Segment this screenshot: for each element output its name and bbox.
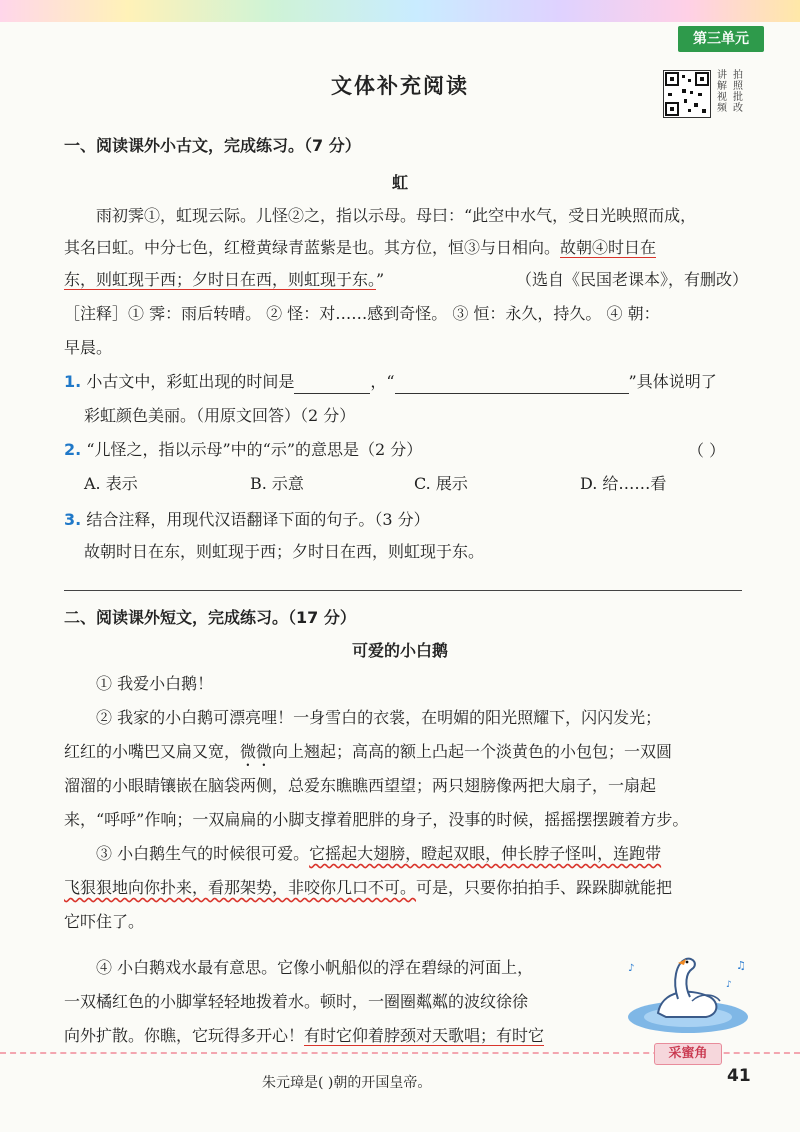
paragraph-4-line: 一双橘红色的小脚掌轻轻地拨着水。顿时，一圈圈粼粼的波纹徐徐 [64, 992, 529, 1011]
page-number: 41 [727, 1066, 751, 1086]
option-c[interactable]: C. 展示 [414, 474, 468, 493]
svg-text:♫: ♫ [736, 959, 746, 972]
paragraph-3-line: ③ 小白鹅生气的时候很可爱。它摇起大翅膀，瞪起双眼，伸长脖子怪叫，连跑带 [96, 844, 662, 863]
top-color-stripe [0, 0, 800, 22]
page-title: 文体补充阅读 [331, 74, 469, 98]
svg-text:♪: ♪ [628, 963, 635, 974]
unit-tag: 第三单元 [678, 26, 764, 52]
paragraph-1: ① 我爱小白鹅！ [96, 674, 214, 693]
swan-illustration-icon [618, 947, 754, 1039]
paragraph-2-line: ② 我家的小白鹅可漂亮哩！一身雪白的衣裳，在明媚的阳光照耀下，闪闪发光； [96, 708, 662, 727]
paragraph-3-line: 飞狠狠地向你扑来，看那架势，非咬你几口不可。可是，只要你拍拍手、跺跺脚就能把 [64, 878, 673, 897]
option-b[interactable]: B. 示意 [250, 474, 304, 493]
option-a[interactable]: A. 表示 [84, 474, 138, 493]
question-2: 2. “儿怪之，指以示母”中的“示”的意思是（2 分） [64, 440, 423, 459]
paragraph-2-line: 红红的小嘴巴又扁又宽，微微向上翘起；高高的额上凸起一个淡黄色的小包包；一双圆 [64, 742, 673, 761]
paragraph-3-line: 它吓住了。 [64, 912, 145, 931]
answer-blank[interactable] [395, 375, 629, 394]
footer-question: 朱元璋是( )朝的开国皇帝。 [262, 1075, 432, 1091]
paragraph-4-line: 向外扩散。你瞧，它玩得多开心！有时它仰着脖颈对天歌唱；有时它 [64, 1026, 545, 1045]
passage1-line: 其名曰虹。中分七色，红橙黄绿青蓝紫是也。其方位，恒③与日相向。故朝④时日在 [64, 238, 657, 257]
answer-line[interactable] [64, 590, 742, 591]
corner-label: 采蜜角 [654, 1043, 722, 1065]
qr-code-icon[interactable] [663, 70, 711, 118]
notes-line: 早晨。 [64, 338, 113, 357]
answer-blank[interactable] [294, 375, 370, 394]
option-d[interactable]: D. 给……看 [580, 474, 667, 493]
passage1-line: 东，则虹现于西；夕时日在西，则虹现于东。” （选自《民国老课本》，有删改） [64, 268, 754, 292]
question-3: 3. 结合注释，用现代汉语翻译下面的句子。（3 分） [64, 510, 430, 529]
answer-parentheses[interactable]: （ ） [688, 441, 726, 460]
question-1-cont: 彩虹颜色美丽。（用原文回答）（2 分） [84, 406, 356, 425]
qr-caption: 讲 拍 解 照 视 批 频 改 [717, 70, 743, 114]
question-3-sentence: 故朝时日在东，则虹现于西；夕时日在西，则虹现于东。 [84, 542, 485, 561]
paragraph-2-line: 来，“呼呼”作响；一双扁扁的小脚支撑着肥胖的身子，没事的时候，摇摇摆摆踱着方步。 [64, 810, 689, 829]
passage1-title: 虹 [391, 173, 408, 192]
paragraph-2-line: 溜溜的小眼睛镶嵌在脑袋两侧，总爱东瞧瞧西望望；两只翅膀像两把大扇子，一扇起 [64, 776, 657, 795]
section1-heading: 一、阅读课外小古文，完成练习。（7 分） [64, 136, 361, 155]
svg-text:♪: ♪ [726, 980, 732, 990]
notes-line: ［注释］① 霁：雨后转晴。 ② 怪：对……感到奇怪。 ③ 恒：永久，持久。 ④ 朝： [64, 304, 660, 323]
passage1-line: 雨初霁①，虹现云际。儿怪②之，指以示母。母曰：“此空中水气，受日光映照而成， [96, 206, 697, 225]
section2-heading: 二、阅读课外短文，完成练习。（17 分） [64, 608, 356, 627]
source-citation: （选自《民国老课本》，有删改） [515, 270, 748, 289]
passage2-title: 可爱的小白鹅 [351, 641, 448, 660]
question-1: 1. 小古文中，彩虹出现的时间是 ，“ ”具体说明了 [64, 370, 754, 394]
paragraph-4-line: ④ 小白鹅戏水最有意思。它像小帆船似的浮在碧绿的河面上， [96, 958, 534, 977]
